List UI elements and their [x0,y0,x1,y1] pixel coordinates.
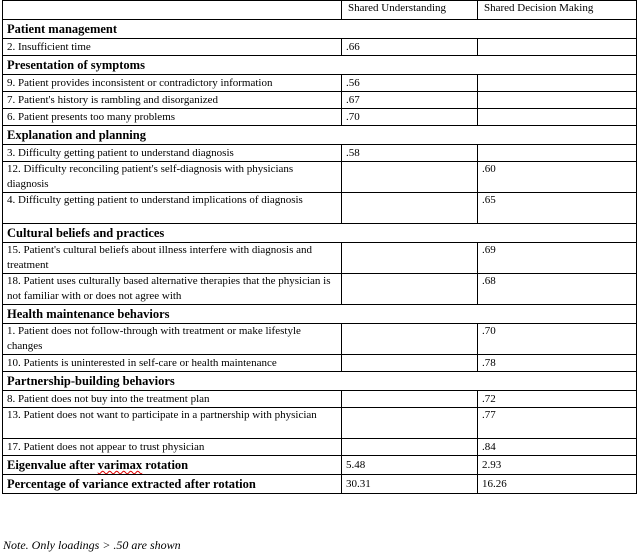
section-header-row [3,20,637,39]
section-title: Presentation of symptoms [3,56,637,75]
item-label: 15. Patient's cultural beliefs about illness interfere with diagnosis and treatment [3,243,342,274]
shared-understanding-loading [342,439,478,456]
shared-understanding-value: 5.48 [342,456,478,475]
summary-row [3,456,637,475]
shared-understanding-loading [342,162,478,193]
shared-understanding-value: 30.31 [342,475,478,494]
shared-understanding-loading: .70 [342,109,478,126]
table-row [3,109,637,126]
section-title: Partnership-building behaviors [3,372,637,391]
shared-decision-making-loading: .69 [478,243,637,274]
table-row [3,391,637,408]
shared-decision-making-loading: .65 [478,193,637,224]
shared-decision-making-loading: .72 [478,391,637,408]
shared-understanding-loading [342,324,478,355]
shared-decision-making-loading [478,109,637,126]
shared-understanding-loading [342,391,478,408]
shared-understanding-loading [342,355,478,372]
table-row [3,39,637,56]
shared-understanding-loading: .56 [342,75,478,92]
section-header-row [3,372,637,391]
table-row [3,193,637,224]
item-label: 9. Patient provides inconsistent or contradictory information [3,75,342,92]
shared-understanding-loading: .67 [342,92,478,109]
table-header-row [3,1,637,20]
item-label: 13. Patient does not want to participate in a partnership with physician [3,408,342,439]
table-row [3,274,637,305]
item-label: 18. Patient uses culturally based alternative therapies that the physician is not familiar with or does not agree with [3,274,342,305]
shared-decision-making-loading [478,145,637,162]
table-note: Note. Only loadings > .50 are shown [3,538,181,552]
table-row [3,439,637,456]
item-label: 4. Difficulty getting patient to understand implications of diagnosis [3,193,342,224]
summary-label-part: Eigenvalue after [7,458,98,472]
section-header-row [3,56,637,75]
item-label: 6. Patient presents too many problems [3,109,342,126]
table-row [3,162,637,193]
item-label: 17. Patient does not appear to trust physician [3,439,342,456]
item-label: 7. Patient's history is rambling and disorganized [3,92,342,109]
item-label: 8. Patient does not buy into the treatment plan [3,391,342,408]
shared-understanding-loading: .58 [342,145,478,162]
factor-loadings-table [2,0,637,494]
shared-understanding-loading [342,243,478,274]
shared-decision-making-value: 16.26 [478,475,637,494]
shared-decision-making-loading: .70 [478,324,637,355]
shared-understanding-loading: .66 [342,39,478,56]
item-label: 3. Difficulty getting patient to understand diagnosis [3,145,342,162]
shared-decision-making-loading [478,75,637,92]
shared-decision-making-value: 2.93 [478,456,637,475]
item-label: 10. Patients is uninterested in self-care or health maintenance [3,355,342,372]
summary-label-part: varimax [97,458,143,472]
summary-label-part: Percentage of variance extracted after rotation [7,477,256,491]
section-header-row [3,305,637,324]
table-row [3,92,637,109]
shared-understanding-loading [342,193,478,224]
section-title: Patient management [3,20,637,39]
header-cell-blank [3,1,342,20]
summary-label-part: rotation [142,458,189,472]
section-header-row [3,224,637,243]
shared-understanding-loading [342,408,478,439]
header-shared-decision-making: Shared Decision Making [478,1,637,20]
item-label: 2. Insufficient time [3,39,342,56]
shared-decision-making-loading: .84 [478,439,637,456]
summary-label [3,456,342,475]
table-row [3,145,637,162]
summary-label [3,475,342,494]
table-row [3,324,637,355]
table-row [3,243,637,274]
table-row [3,75,637,92]
section-title: Explanation and planning [3,126,637,145]
section-title: Health maintenance behaviors [3,305,637,324]
shared-decision-making-loading: .77 [478,408,637,439]
summary-row [3,475,637,494]
item-label: 1. Patient does not follow-through with treatment or make lifestyle changes [3,324,342,355]
shared-decision-making-loading [478,92,637,109]
table-row [3,355,637,372]
shared-decision-making-loading: .60 [478,162,637,193]
shared-decision-making-loading: .68 [478,274,637,305]
item-label: 12. Difficulty reconciling patient's self-diagnosis with physicians diagnosis [3,162,342,193]
table-body [3,1,637,494]
shared-decision-making-loading: .78 [478,355,637,372]
header-shared-understanding: Shared Understanding [342,1,478,20]
table-row [3,408,637,439]
shared-decision-making-loading [478,39,637,56]
shared-understanding-loading [342,274,478,305]
section-header-row [3,126,637,145]
section-title: Cultural beliefs and practices [3,224,637,243]
